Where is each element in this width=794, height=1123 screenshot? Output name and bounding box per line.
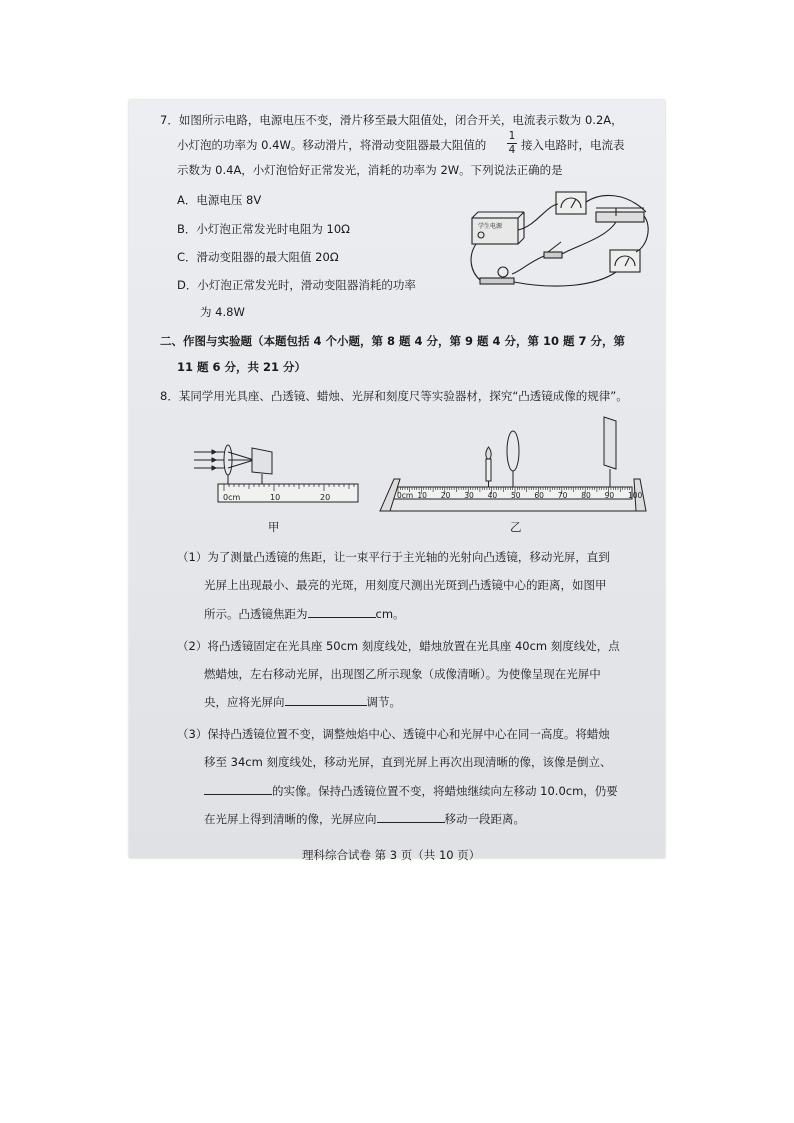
yi-ruler-tick-label: 20	[440, 491, 451, 500]
q7-frac-numerator: 1	[508, 130, 516, 142]
yi-ruler-tick-label: 90	[604, 491, 615, 500]
q7-frac-denominator: 4	[508, 144, 516, 156]
yi-ruler-tick-label: 100	[628, 491, 643, 500]
q7-option-b: B．小灯泡正常发光时电阻为 10Ω	[177, 222, 350, 236]
q8-part2-line3	[204, 695, 401, 709]
yi-ruler-tick-label: 70	[557, 491, 568, 500]
q7-line2a: 小灯泡的功率为 0.4W。移动滑片，将滑动变阻器最大阻值的	[177, 138, 487, 152]
q7-line3: 示数为 0.4A，小灯泡恰好正常发光，消耗的功率为 2W。下列说法正确的是	[177, 163, 563, 177]
yi-ruler-tick-label: 80	[581, 491, 591, 500]
q7-option-a: A．电源电压 8V	[177, 193, 262, 207]
q8-part3-text-4b: 移动一段距离。	[444, 812, 525, 826]
q8-part2-text-b: 调节。	[366, 695, 401, 709]
q8-part1-text-b: cm。	[375, 607, 405, 621]
page-footer: 理科综合试卷 第 3 页（共 10 页）	[302, 848, 481, 862]
q8-part1-line1: （1）为了测量凸透镜的焦距，让一束平行于主光轴的光射向凸透镜，移动光屏，直到	[177, 550, 610, 564]
q8-part1-line3	[204, 607, 405, 621]
figure-jia	[192, 440, 362, 510]
q8-part3-line4	[204, 812, 525, 826]
circuit-diagram	[466, 186, 656, 298]
q8-part2-line2: 燃蜡烛，左右移动光屏，出现图乙所示现象（成像清晰）。为使像呈现在光屏中	[204, 667, 601, 681]
q8-part1-text-a: 所示。凸透镜焦距为	[204, 607, 308, 621]
section2-heading-line1: 二、作图与实验题（本题包括 4 个小题，第 8 题 4 分，第 9 题 4 分，第 10 题 7 分，第	[160, 334, 626, 348]
q7-fraction	[507, 131, 517, 156]
yi-ruler-tick-label: 0cm	[397, 491, 414, 500]
q7-line2b: 接入电路时，电流表	[521, 138, 625, 152]
yi-ruler-tick-label: 40	[487, 491, 498, 500]
q7-line1: 7．如图所示电路，电源电压不变，滑片移至最大阻值处，闭合开关，电流表示数为 0.2A，	[160, 113, 623, 127]
q8-part1-line2: 光屏上出现最小、最亮的光斑，用刻度尺测出光斑到凸透镜中心的距离，如图甲	[204, 578, 607, 592]
q8-part3-line1: （3）保持凸透镜位置不变，调整烛焰中心、透镜中心和光屏中心在同一高度。将蜡烛	[177, 727, 610, 741]
q7-option-d-line1: D．小灯泡正常发光时，滑动变阻器消耗的功率	[177, 278, 416, 292]
q8-part2-answer-blank[interactable]	[285, 695, 367, 706]
q7-option-c: C．滑动变阻器的最大阻值 20Ω	[177, 250, 339, 264]
yi-ruler-tick-label: 10	[417, 491, 427, 500]
section2-heading-line2: 11 题 6 分，共 21 分）	[177, 360, 307, 374]
q8-part3-answer-blank-1[interactable]	[204, 784, 272, 795]
figure-jia-label: 甲	[268, 520, 280, 534]
figure-yi	[376, 415, 648, 513]
q8-part3-text-4a: 在光屏上得到清晰的像，光屏应向	[204, 812, 377, 826]
q7-option-d-line2: 为 4.8W	[200, 305, 245, 319]
q8-part3-answer-blank-2[interactable]	[377, 812, 445, 823]
jia-ruler-tick-label: 20	[320, 493, 331, 502]
jia-ruler-tick-label: 10	[270, 493, 281, 502]
q8-part3-text-b: 的实像。保持凸透镜位置不变，将蜡烛继续向左移动 10.0cm，仍要	[272, 784, 618, 798]
jia-ruler-tick-label: 0cm	[223, 493, 241, 502]
yi-ruler-tick-label: 50	[511, 491, 521, 500]
power-supply-label: 学生电源	[478, 223, 503, 230]
q8-part3-line2: 移至 34cm 刻度线处，移动光屏，直到光屏上再次出现清晰的像，该像是倒立、	[204, 755, 612, 769]
q8-part2-text-a: 央，应将光屏向	[204, 695, 285, 709]
q8-part1-answer-blank[interactable]	[308, 607, 376, 618]
q8-intro: 8．某同学用光具座、凸透镜、蜡烛、光屏和刻度尺等实验器材，探究“凸透镜成像的规律”。	[160, 389, 628, 403]
q8-part2-line1: （2）将凸透镜固定在光具座 50cm 刻度线处，蜡烛放置在光具座 40cm 刻度线处，点	[177, 639, 620, 653]
yi-ruler-tick-label: 60	[534, 491, 544, 500]
q8-part3-line3	[204, 784, 618, 798]
figure-yi-label: 乙	[510, 520, 522, 534]
yi-ruler-tick-label: 30	[464, 491, 474, 500]
